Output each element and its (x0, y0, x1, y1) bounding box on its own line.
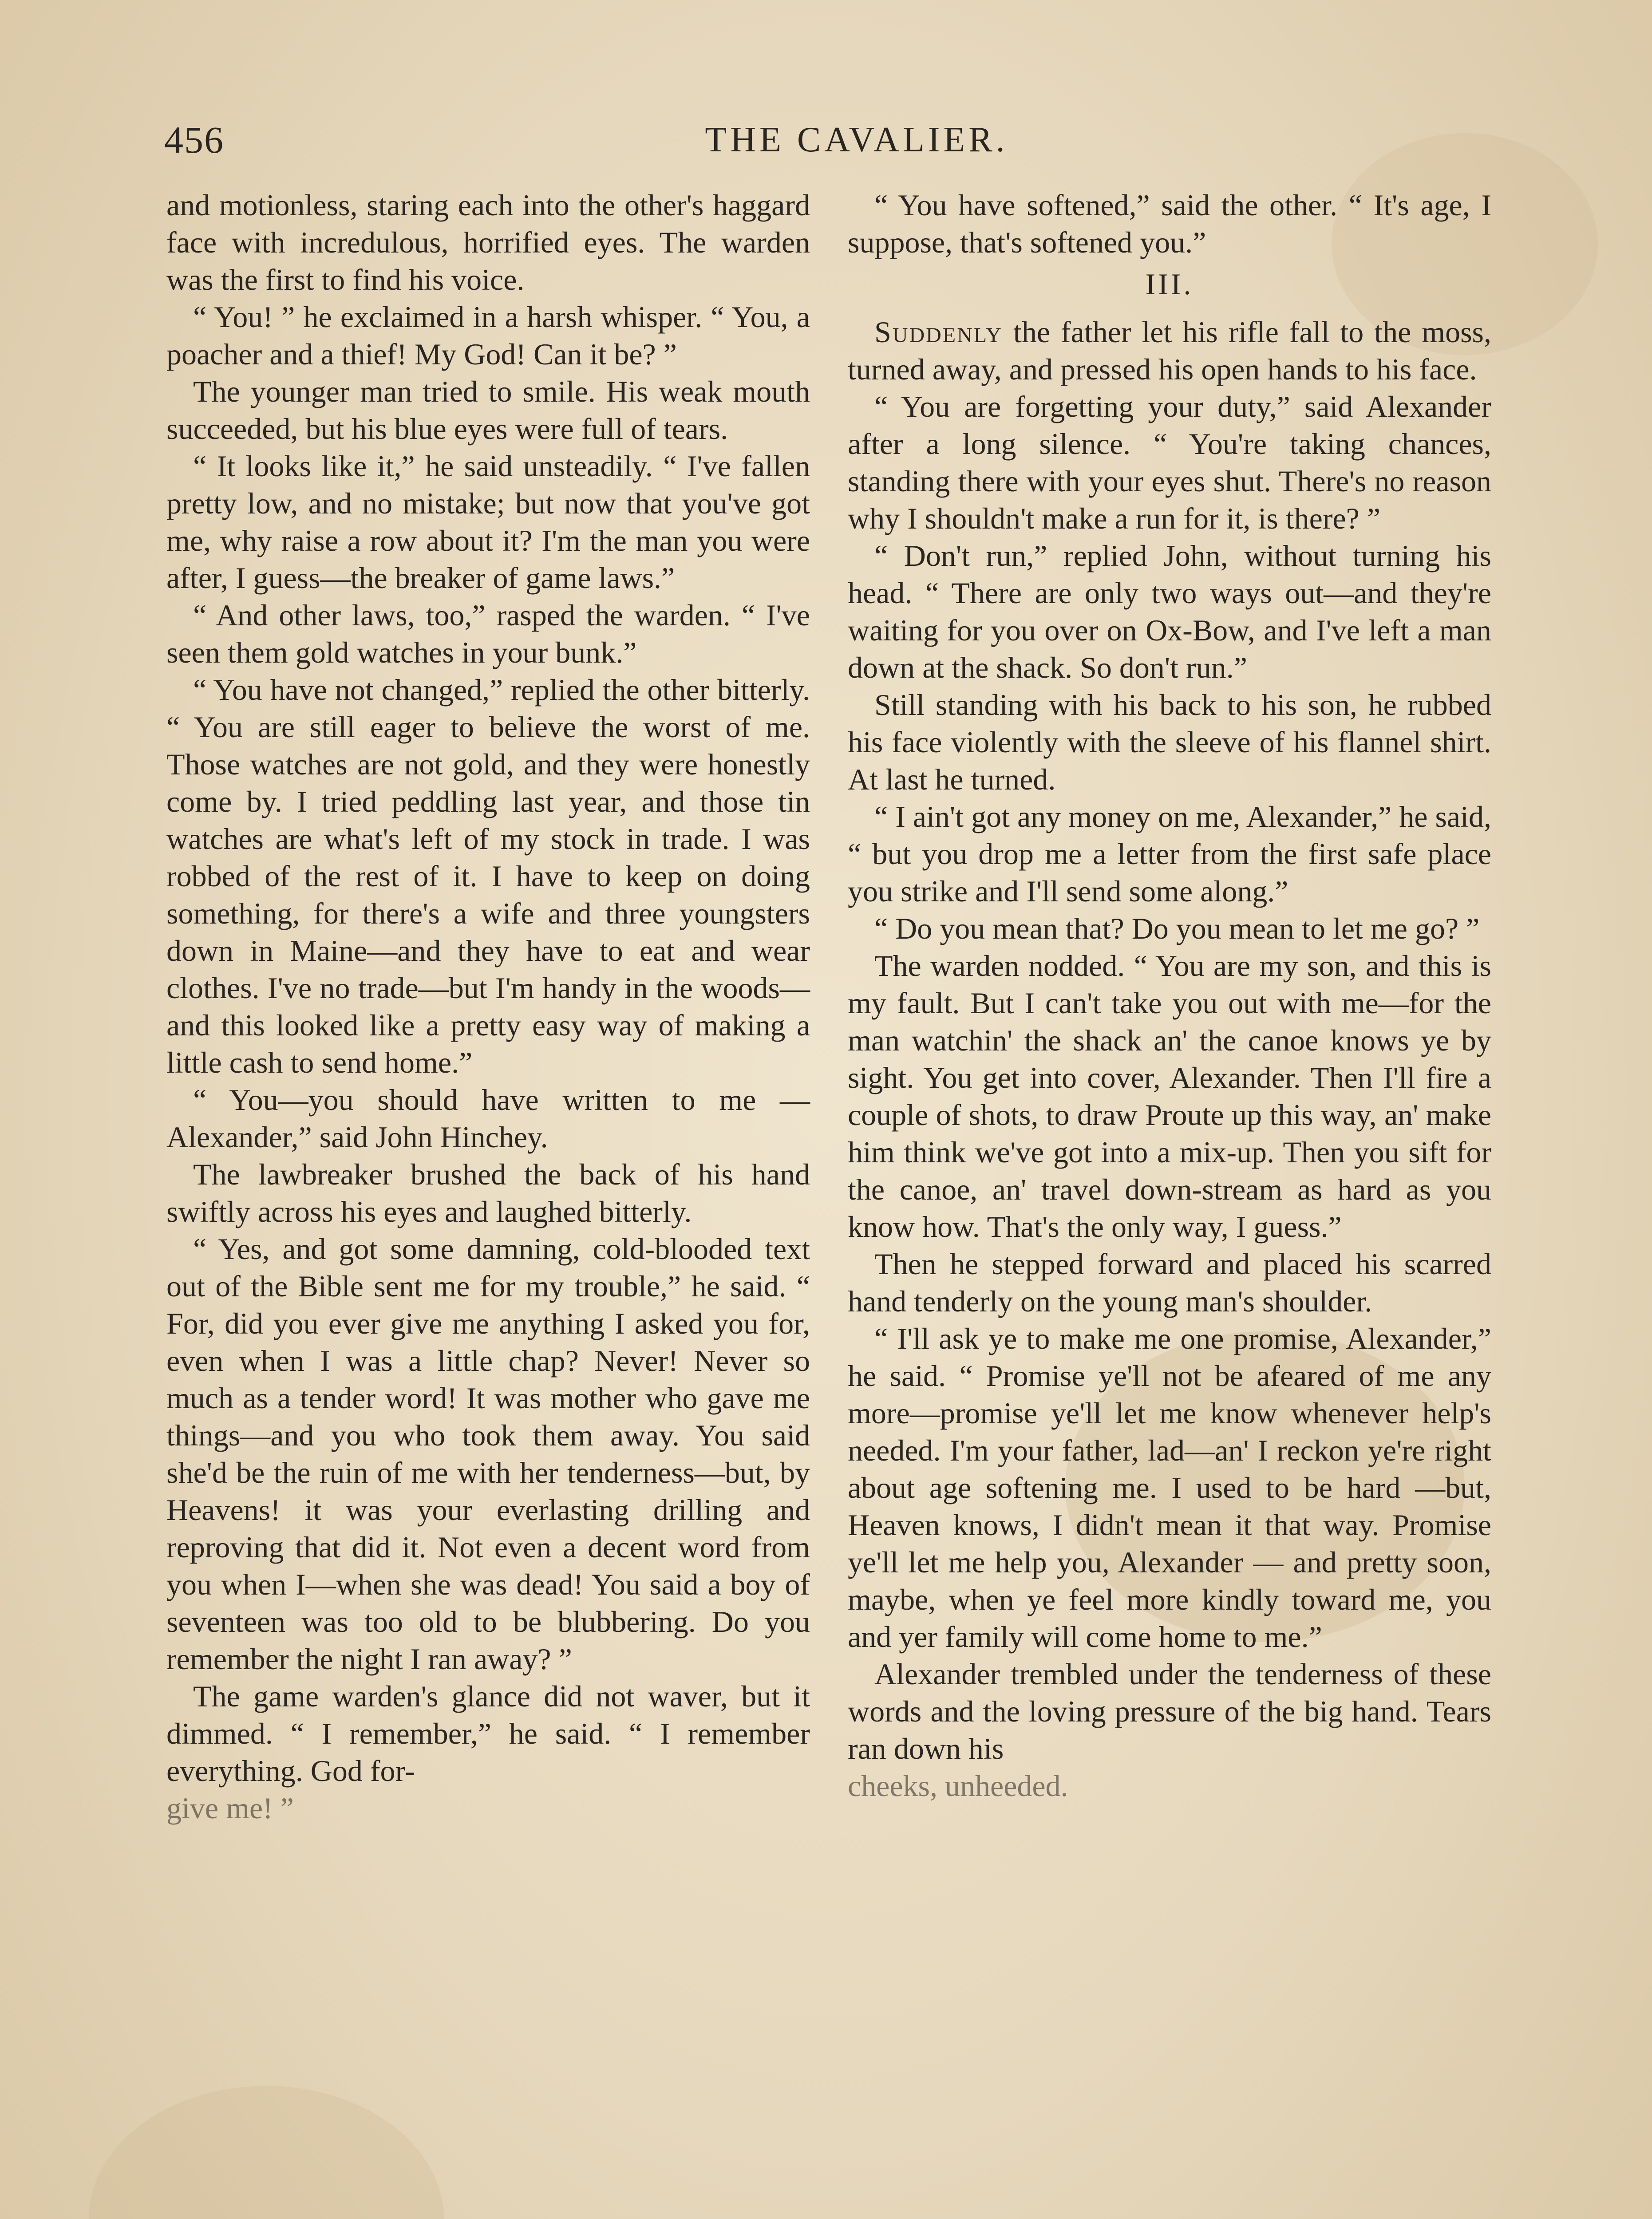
paragraph: “ You are forgetting your duty,” said Alexander after a long silence. “ You're taking chances, standing there with your eyes shut. There's no reason why I shouldn't make a run for it, is there? ” (848, 390, 1491, 535)
paragraph: “ You have softened,” said the other. “ It's age, I suppose, that's softened you.” (848, 188, 1491, 259)
paragraph: The younger man tried to smile. His weak mouth succeeded, but his blue eyes were full of tears. (166, 375, 810, 446)
lead-word: Suddenly (874, 315, 1003, 349)
page-number: 456 (164, 118, 224, 161)
paragraph: “ And other laws, too,” rasped the warden. “ I've seen them gold watches in your bunk.” (166, 598, 810, 669)
lead-rest: the father let his rifle fall to the moss, turned away, and pressed his open hands to his face. (848, 315, 1491, 386)
left-text-column (166, 186, 810, 1827)
paragraph: Still standing with his back to his son, he rubbed his face violently with the sleeve of his flannel shirt. At last he turned. (848, 688, 1491, 796)
paragraph: and motionless, staring each into the other's haggard face with incredulous, horrified eyes. The warden was the first to find his voice. (166, 188, 810, 296)
paragraph: “ You have not changed,” replied the other bitterly. “ You are still eager to believe the worst of me. Those watches are not gold, and they were honestly come by. I tried peddling last year, and those tin watches are what's left of my stock in trade. I was robbed of the rest of it. I have to keep on doing something, for there's a wife and three youngsters down in Maine—and they have to eat and wear clothes. I've no trade—but I'm handy in the woods—and this looked like a pretty easy way of making a little cash to send home.” (166, 673, 810, 1079)
paragraph: “ Don't run,” replied John, without turning his head. “ There are only two ways out—and they're waiting for you over on Ox-Bow, and I've left a man down at the shack. So don't run.” (848, 539, 1491, 684)
right-text-column (848, 186, 1491, 1804)
paragraph: “ I'll ask ye to make me one promise, Alexander,” he said. “ Promise ye'll not be afeared of me any more—promise ye'll let me know whenever help's needed. I'm your father, lad—an' I reckon ye're right about age softening me. I used to be hard —but, Heaven knows, I didn't mean it that way. Promise ye'll let me help you, Alexander — and pretty soon, maybe, when ye feel more kindly toward me, you and yer family will come home to me.” (848, 1322, 1491, 1654)
running-head: THE CAVALIER. (705, 120, 1008, 159)
paragraph: “ I ain't got any money on me, Alexander,” he said, “ but you drop me a letter from the first safe place you strike and I'll send some along.” (848, 800, 1491, 908)
section-heading: III. (1145, 267, 1194, 301)
faded-last-line: give me! ” (166, 1791, 294, 1825)
paragraph: The lawbreaker brushed the back of his hand swiftly across his eyes and laughed bitterly. (166, 1157, 810, 1228)
faded-last-line: cheeks, unheeded. (848, 1769, 1068, 1803)
paragraph: The warden nodded. “ You are my son, and this is my fault. But I can't take you out with me—for the man watchin' the shack an' the canoe knows ye by sight. You get into cover, Alexander. Then I'll fire a couple of shots, to draw Proute up this way, an' make him think we've got into a mix-up. Then you sift for the canoe, an' travel down-stream as hard as you know how. That's the only way, I guess.” (848, 949, 1491, 1244)
section-lead-paragraph (848, 313, 1491, 388)
paragraph: “ You! ” he exclaimed in a harsh whisper. “ You, a poacher and a thief! My God! Can it be? ” (166, 300, 810, 371)
paragraph: “ Do you mean that? Do you mean to let me go? ” (874, 912, 1480, 945)
paragraph: Then he stepped forward and placed his scarred hand tenderly on the young man's shoulder. (848, 1247, 1491, 1318)
paragraph: Alexander trembled under the tenderness of these words and the loving pressure of the big hand. Tears ran down his (848, 1657, 1491, 1765)
page-header (164, 113, 1491, 166)
paragraph: “ Yes, and got some damning, cold-blooded text out of the Bible sent me for my trouble,” he said. “ For, did you ever give me anything I asked you for, even when I was a little chap? Never! Never so much as a tender word! It was mother who gave me things—and you who took them away. You said she'd be the ruin of me with her tenderness—but, by Heavens! it was your everlasting drilling and reproving that did it. Not even a decent word from you when I—when she was dead! You said a boy of seventeen was too old to be blubbering. Do you remember the night I ran away? ” (166, 1232, 810, 1676)
paragraph: “ It looks like it,” he said unsteadily. “ I've fallen pretty low, and no mistake; but now that you've got me, why raise a row about it? I'm the man you were after, I guess—the breaker of game laws.” (166, 449, 810, 595)
paragraph: The game warden's glance did not waver, but it dimmed. “ I remember,” he said. “ I remember everything. God for- (166, 1679, 810, 1788)
paper-stain (89, 2086, 444, 2219)
paragraph: “ You—you should have written to me —Alexander,” said John Hinchey. (166, 1083, 810, 1154)
